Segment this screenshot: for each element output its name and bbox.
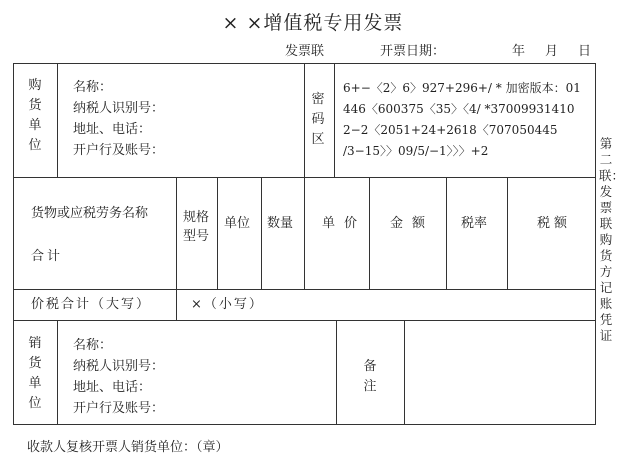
rule-col-qty <box>261 177 262 289</box>
buyer-tax-id-label: 纳税人识别号： <box>73 101 165 116</box>
seller-tax-id-label: 纳税人识别号： <box>73 359 165 374</box>
rule-table-bottom <box>14 289 595 290</box>
tax-rate-header: 税率 <box>461 216 488 231</box>
price-header: 单价 <box>322 216 367 231</box>
unit-header: 单位 <box>224 216 251 231</box>
rule-total-split <box>176 289 177 320</box>
side-note: 第二联：发票联购货方记账凭证 <box>599 136 625 343</box>
rule-seller-label <box>57 320 58 425</box>
invoice-form <box>13 63 596 425</box>
rule-cipher-label <box>334 64 335 177</box>
qty-header: 数量 <box>267 216 294 231</box>
rule-col-spec <box>176 177 177 289</box>
rule-col-amount <box>369 177 370 289</box>
buyer-bank-label: 开户行及账号： <box>73 143 165 158</box>
spec-header: 规格型号 <box>183 210 210 244</box>
buyer-address-label: 地址、电话： <box>73 122 152 137</box>
buyer-name-label: 名称： <box>73 80 113 95</box>
total-small-label: ×（小写） <box>191 297 264 312</box>
cipher-line-2: 446〈600375〈35〉〈4/ *37009931410 <box>343 102 575 116</box>
invoice-title: × ×增值税专用发票 <box>222 12 404 34</box>
cipher-line-4: /3−15〉〉09/5/−1〉〉〉+2 <box>343 144 489 158</box>
rule-col-unit <box>217 177 218 289</box>
date-year: 年 <box>512 44 526 59</box>
copy-label: 发票联 <box>285 44 325 59</box>
tax-amount-header: 税额 <box>537 216 572 231</box>
rule-cipher-left <box>304 64 305 177</box>
cipher-line-3: 2−2〈2051+24+2618〈707050445 <box>343 123 558 137</box>
rule-col-rate <box>446 177 447 289</box>
amount-header: 金额 <box>390 216 435 231</box>
footer-signatures: 收款人复核开票人销货单位：（章） <box>27 440 229 455</box>
date-day: 日 <box>578 44 592 59</box>
date-month: 月 <box>545 44 559 59</box>
rule-total-bottom <box>14 320 595 321</box>
rule-col-price <box>304 177 305 289</box>
cipher-section-label: 密码区 <box>311 92 325 147</box>
seller-address-label: 地址、电话： <box>73 380 152 395</box>
rule-remarks-left <box>336 320 337 425</box>
remarks-label: 备注 <box>363 359 377 394</box>
rule-remarks-label <box>404 320 405 425</box>
item-name-header: 货物或应税劳务名称 <box>31 206 149 221</box>
cipher-line-1: 6+−〈2〉6〉927+296+/ * 加密版本：01 <box>343 81 581 95</box>
rule-buyer-label <box>57 64 58 177</box>
buyer-section-label: 购货单位 <box>28 78 42 153</box>
seller-bank-label: 开户行及账号： <box>73 401 165 416</box>
rule-col-tax <box>507 177 508 289</box>
seller-section-label: 销货单位 <box>28 336 42 411</box>
seller-name-label: 名称： <box>73 338 113 353</box>
total-label: 合计 <box>31 249 64 264</box>
total-with-tax-label: 价税合计（大写） <box>31 297 152 312</box>
date-label: 开票日期： <box>380 44 446 59</box>
